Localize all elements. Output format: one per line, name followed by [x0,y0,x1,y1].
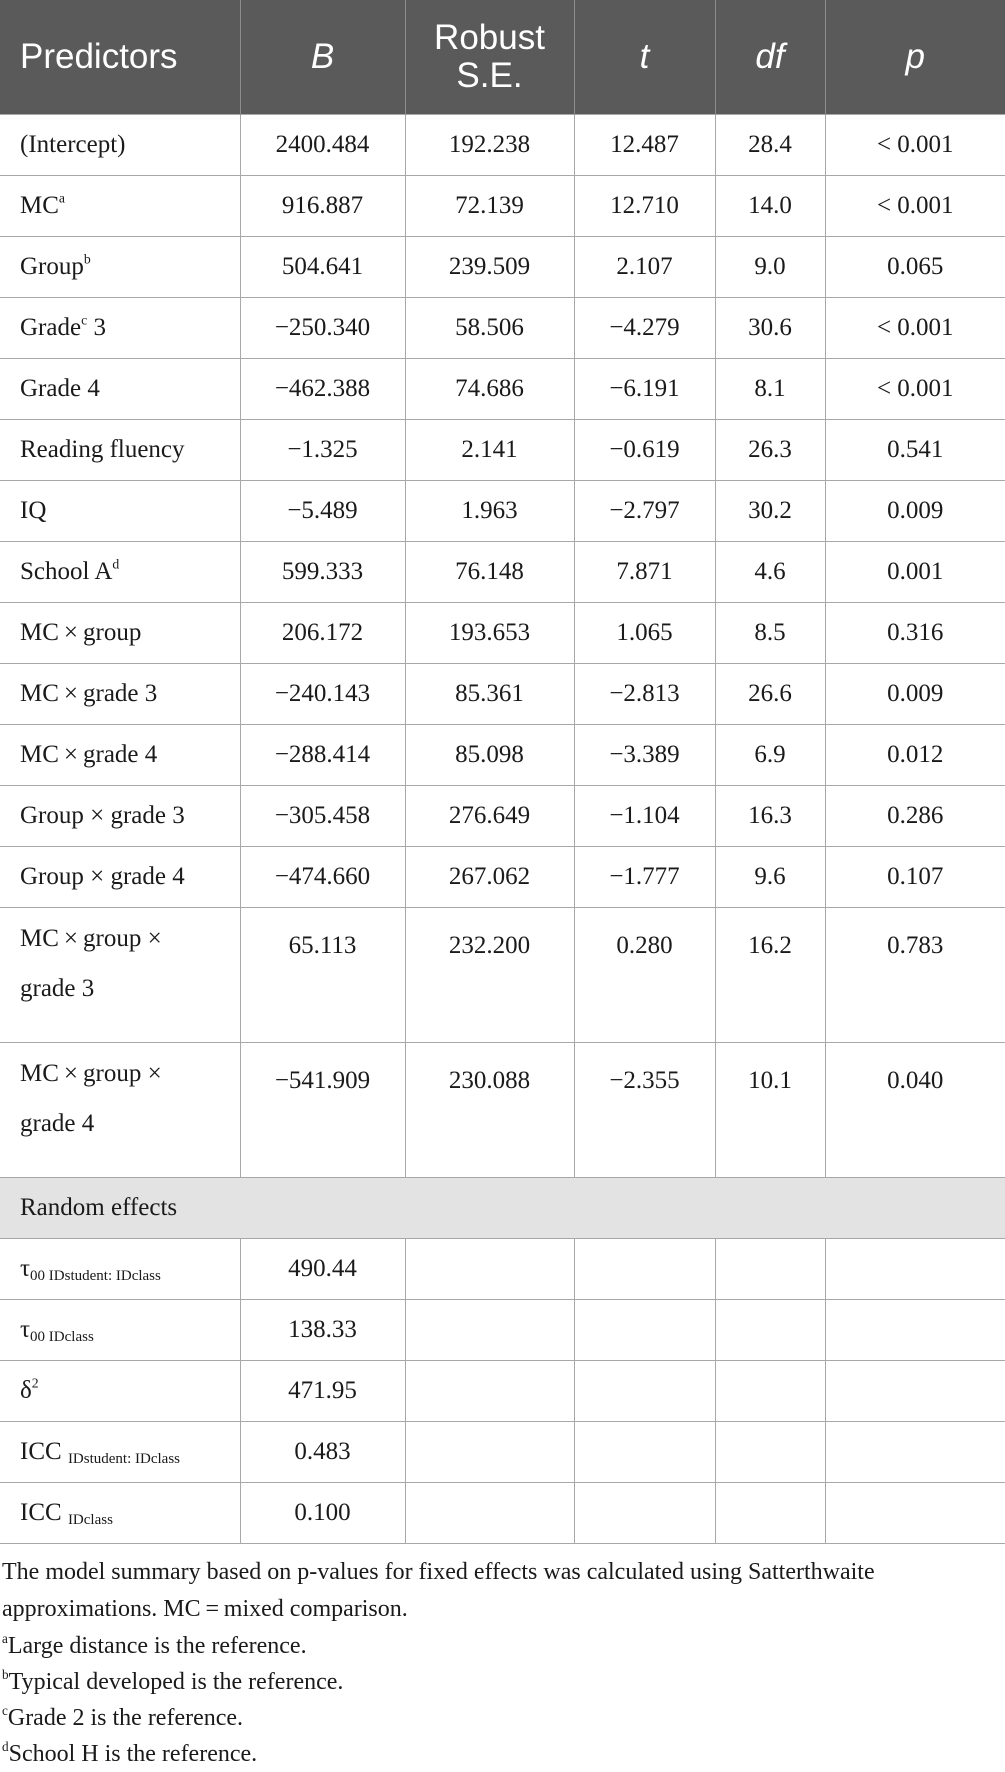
cell-b: 504.641 [240,237,405,298]
cell-t: 12.710 [574,176,715,237]
cell-t: −0.619 [574,420,715,481]
footnote-mark: d [2,1739,9,1755]
empty-cell [405,1239,574,1300]
table-row [0,542,1005,603]
predictor-label [0,725,240,786]
header-b: B [240,0,405,115]
cell-t: −3.389 [574,725,715,786]
cell-df: 26.6 [715,664,825,725]
cell-se: 192.238 [405,115,574,176]
cell-p: 0.316 [825,603,1005,664]
cell-t: −2.797 [574,481,715,542]
header-predictors: Predictors [0,0,240,115]
cell-se: 239.509 [405,237,574,298]
cell-se: 267.062 [405,847,574,908]
cell-se: 193.653 [405,603,574,664]
cell-se: 276.649 [405,786,574,847]
cell-b: 916.887 [240,176,405,237]
header-robust-se [405,0,574,115]
table-row [0,1043,1005,1178]
footnote-marker: a [58,190,66,206]
cell-df: 30.2 [715,481,825,542]
cell-df: 9.0 [715,237,825,298]
cell-b: 65.113 [240,908,405,1043]
cell-df: 30.6 [715,298,825,359]
cell-df: 10.1 [715,1043,825,1178]
footnote [2,1628,1005,1664]
predictor-name: Group [20,253,84,280]
cell-b: −541.909 [240,1043,405,1178]
table-row [0,603,1005,664]
footnote [2,1664,1005,1700]
predictor-label [0,237,240,298]
cell-t: −1.777 [574,847,715,908]
table-notes [0,1544,1005,1772]
predictor-name: Group × grade 3 [20,802,185,829]
random-effect-symbol: ICC [20,1438,68,1465]
cell-p: 0.009 [825,481,1005,542]
cell-t: −2.355 [574,1043,715,1178]
notes-summary: The model summary based on p-values for fixed effects was calculated using Satterthwaite approximations. MC = mixed comparison. [2,1559,875,1622]
cell-t: 7.871 [574,542,715,603]
empty-cell [715,1361,825,1422]
random-effect-symbol: τ [20,1316,31,1343]
empty-cell [715,1300,825,1361]
empty-cell [574,1483,715,1544]
predictor-label [0,847,240,908]
cell-se: 76.148 [405,542,574,603]
empty-cell [825,1483,1005,1544]
footnote-marker: b [83,251,91,267]
table-row [0,786,1005,847]
cell-p: 0.286 [825,786,1005,847]
predictor-name: (Intercept) [20,131,126,158]
cell-p: 0.783 [825,908,1005,1043]
cell-se: 74.686 [405,359,574,420]
cell-p: < 0.001 [825,298,1005,359]
predictor-label [0,603,240,664]
random-effect-label [0,1239,240,1300]
empty-cell [715,1483,825,1544]
cell-t: −1.104 [574,786,715,847]
footnote-text: Large distance is the reference. [7,1633,307,1659]
random-effect-symbol: τ [20,1255,31,1282]
predictor-label [0,786,240,847]
empty-cell [405,1483,574,1544]
empty-cell [825,1422,1005,1483]
random-effect-row [0,1239,1005,1300]
predictor-name-line1: MC × group × [20,1060,162,1087]
cell-b: −462.388 [240,359,405,420]
empty-cell [825,1300,1005,1361]
predictor-name: Grade [20,314,82,341]
cell-t: −6.191 [574,359,715,420]
empty-cell [405,1422,574,1483]
table-row [0,725,1005,786]
predictor-name: MC × group [20,619,142,646]
empty-cell [574,1239,715,1300]
cell-df: 26.3 [715,420,825,481]
predictor-label [0,359,240,420]
random-effect-label [0,1361,240,1422]
empty-cell [715,1239,825,1300]
footnote-marker: c [81,312,88,328]
cell-b: −305.458 [240,786,405,847]
footnote-mark: a [2,1631,8,1647]
empty-cell [715,1422,825,1483]
footnote-marker: d [112,556,120,572]
cell-se: 1.963 [405,481,574,542]
footnote-mark: b [2,1667,9,1683]
cell-se: 85.098 [405,725,574,786]
table-row [0,359,1005,420]
predictor-name: Grade 4 [20,375,100,402]
cell-t: 0.280 [574,908,715,1043]
random-effect-subscript: 00 IDstudent: IDclass [30,1267,161,1284]
random-effect-label [0,1300,240,1361]
cell-b: −250.340 [240,298,405,359]
table-row [0,481,1005,542]
table-row [0,176,1005,237]
table-row [0,420,1005,481]
footnote-text: Typical developed is the reference. [8,1669,344,1695]
cell-t: 2.107 [574,237,715,298]
cell-df: 9.6 [715,847,825,908]
random-effect-value: 0.100 [240,1483,405,1544]
predictor-label [0,176,240,237]
predictor-name-line1: MC × group × [20,925,162,952]
cell-p: 0.107 [825,847,1005,908]
cell-p: < 0.001 [825,115,1005,176]
predictor-label [0,481,240,542]
empty-cell [405,1300,574,1361]
table-row [0,664,1005,725]
cell-t: −2.813 [574,664,715,725]
cell-b: 599.333 [240,542,405,603]
random-effect-row [0,1361,1005,1422]
cell-p: 0.541 [825,420,1005,481]
cell-b: 2400.484 [240,115,405,176]
random-effects-title: Random effects [0,1178,1005,1239]
cell-b: −1.325 [240,420,405,481]
cell-p: 0.009 [825,664,1005,725]
cell-df: 16.2 [715,908,825,1043]
predictor-name-line2: grade 3 [20,975,95,1002]
footnote [2,1736,1005,1772]
random-effect-value: 0.483 [240,1422,405,1483]
cell-se: 230.088 [405,1043,574,1178]
predictor-label [0,1043,240,1178]
header-df: df [715,0,825,115]
random-effect-value: 490.44 [240,1239,405,1300]
random-effect-label [0,1422,240,1483]
cell-p: 0.001 [825,542,1005,603]
random-effect-symbol: δ [20,1377,32,1404]
header-p: p [825,0,1005,115]
cell-se: 72.139 [405,176,574,237]
cell-b: −288.414 [240,725,405,786]
footnote-text: Grade 2 is the reference. [7,1705,244,1731]
random-effect-subscript: IDstudent: IDclass [67,1450,180,1467]
cell-p: < 0.001 [825,359,1005,420]
cell-df: 4.6 [715,542,825,603]
predictor-name: Group × grade 4 [20,863,185,890]
empty-cell [574,1422,715,1483]
predictor-name-line2: grade 4 [20,1110,95,1137]
cell-df: 8.1 [715,359,825,420]
predictor-name: School A [20,558,113,585]
random-effect-superscript: 2 [31,1375,39,1391]
footnote-text: School H is the reference. [8,1741,258,1767]
table-row [0,115,1005,176]
empty-cell [574,1361,715,1422]
cell-b: −240.143 [240,664,405,725]
empty-cell [825,1361,1005,1422]
cell-p: 0.040 [825,1043,1005,1178]
random-effect-row [0,1300,1005,1361]
predictor-label [0,298,240,359]
cell-df: 6.9 [715,725,825,786]
cell-df: 14.0 [715,176,825,237]
predictor-suffix: 3 [87,314,106,341]
predictor-label [0,908,240,1043]
predictor-label [0,542,240,603]
cell-p: < 0.001 [825,176,1005,237]
cell-se: 85.361 [405,664,574,725]
header-t: t [574,0,715,115]
random-effect-value: 138.33 [240,1300,405,1361]
footnote [2,1700,1005,1736]
predictor-label [0,115,240,176]
predictor-name: Reading fluency [20,436,185,463]
cell-t: −4.279 [574,298,715,359]
cell-se: 58.506 [405,298,574,359]
predictor-label [0,664,240,725]
cell-t: 12.487 [574,115,715,176]
predictor-name: MC × grade 4 [20,741,158,768]
table-row [0,298,1005,359]
predictor-name: IQ [20,497,47,524]
cell-b: 206.172 [240,603,405,664]
cell-b: −5.489 [240,481,405,542]
cell-df: 16.3 [715,786,825,847]
predictor-label [0,420,240,481]
table-body [0,115,1005,1544]
header-robust-line2: S.E. [456,56,523,95]
random-effect-value: 471.95 [240,1361,405,1422]
cell-se: 2.141 [405,420,574,481]
cell-se: 232.200 [405,908,574,1043]
random-effect-subscript: IDclass [67,1511,113,1528]
footnote-mark: c [2,1703,8,1719]
cell-p: 0.012 [825,725,1005,786]
random-effect-row [0,1422,1005,1483]
table-row [0,237,1005,298]
empty-cell [405,1361,574,1422]
random-effect-subscript: 00 IDclass [30,1328,94,1345]
empty-cell [825,1239,1005,1300]
cell-b: −474.660 [240,847,405,908]
table-row [0,908,1005,1043]
random-effect-label [0,1483,240,1544]
cell-p: 0.065 [825,237,1005,298]
cell-t: 1.065 [574,603,715,664]
cell-df: 8.5 [715,603,825,664]
random-effects-header-row [0,1178,1005,1239]
table-row [0,847,1005,908]
random-effect-symbol: ICC [20,1499,68,1526]
predictor-name: MC [20,192,59,219]
cell-df: 28.4 [715,115,825,176]
predictor-name: MC × grade 3 [20,680,158,707]
random-effect-row [0,1483,1005,1544]
empty-cell [574,1300,715,1361]
header-robust-line1: Robust [434,18,545,57]
table-header-row [0,0,1005,115]
footnote-list [2,1628,1005,1772]
